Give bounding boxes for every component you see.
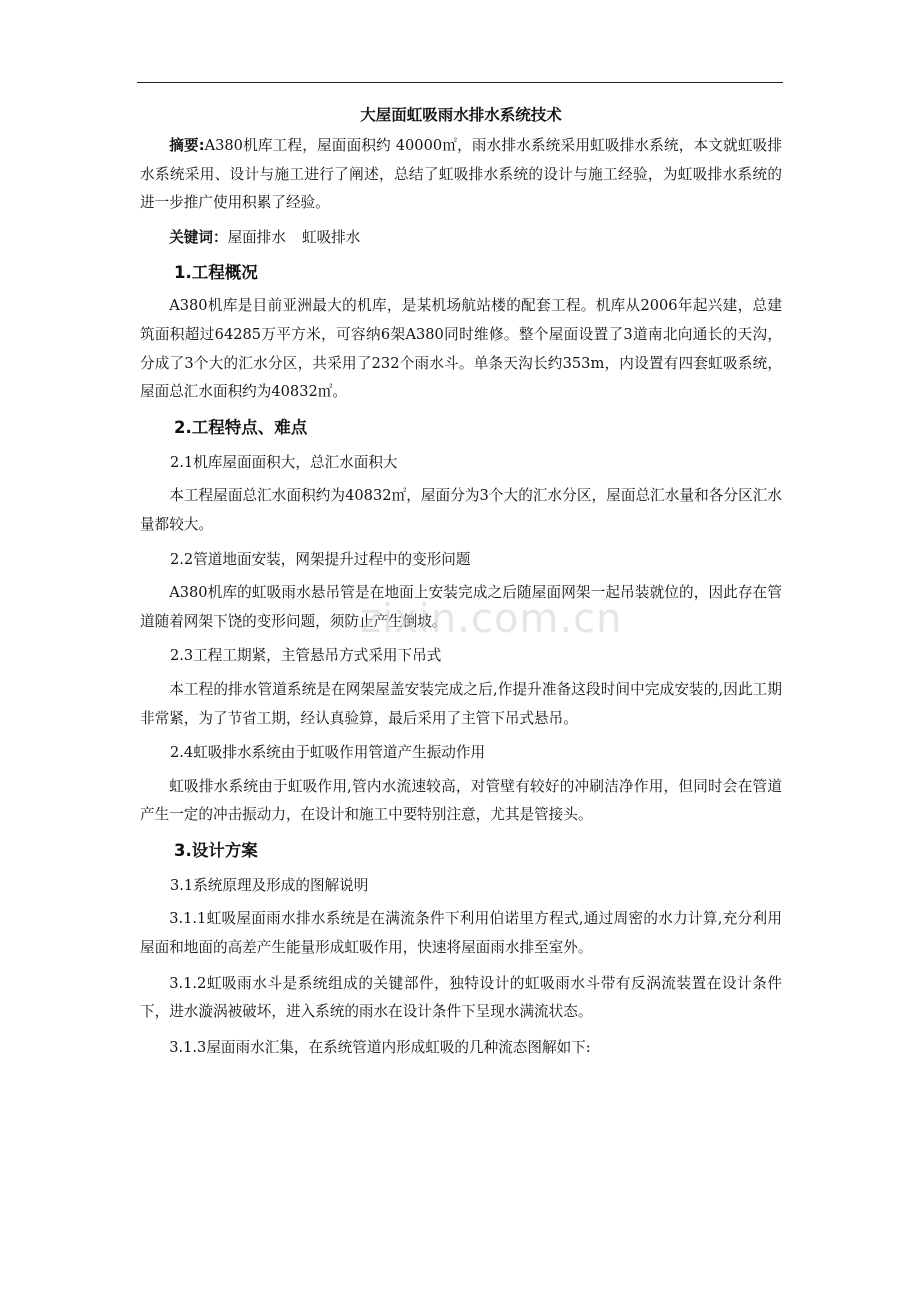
body-paragraph: 本工程的排水管道系统是在网架屋盖安装完成之后,作提升准备这段时间中完成安装的,因此工期非常紧，为了节省工期，经认真验算，最后采用了主管下吊式悬吊。 bbox=[140, 680, 782, 727]
keywords-label: 关键词： bbox=[169, 228, 228, 246]
section-heading: 3.设计方案 bbox=[174, 840, 258, 860]
subsection-heading: 2.1机库屋面面积大，总汇水面积大 bbox=[170, 453, 398, 471]
subsection-heading: 2.3工程工期紧，主管悬吊方式采用下吊式 bbox=[170, 647, 442, 665]
watermark: zixin.com.cn bbox=[360, 596, 623, 642]
keywords-line bbox=[140, 224, 782, 253]
document-title: 大屋面虹吸雨水排水系统技术 bbox=[360, 106, 562, 124]
body-paragraph: 本工程屋面总汇水面积约为40832㎡，屋面分为3个大的汇水分区，屋面总汇水量和各分区汇水量都较大。 bbox=[140, 487, 782, 533]
keyword-item: 屋面排水 bbox=[227, 228, 286, 246]
abstract-text: A380机库工程，屋面面积约 40000㎡，雨水排水系统采用虹吸排水系统，本文就虹吸排水系统采用、设计与施工进行了阐述，总结了虹吸排水系统的设计与施工经验，为虹吸排水系统的进一步推广使用积累了经验。 bbox=[140, 137, 782, 212]
document-page bbox=[140, 100, 782, 1062]
body-paragraph: A380机库的虹吸雨水悬吊管是在地面上安装完成之后随屋面网架一起吊装就位的，因此存在管道随着网架下饶的变形问题，须防止产生倒坡。 bbox=[140, 584, 782, 630]
body-paragraph: 虹吸排水系统由于虹吸作用,管内水流速较高，对管壁有较好的冲刷洁净作用，但同时会在管道产生一定的冲击振动力，在设计和施工中要特别注意，尤其是管接头。 bbox=[140, 777, 782, 824]
header-rule bbox=[137, 82, 783, 83]
abstract-paragraph bbox=[140, 132, 782, 218]
body-paragraph: 3.1.2虹吸雨水斗是系统组成的关键部件，独特设计的虹吸雨水斗带有反涡流装置在设计条件下，进水漩涡被破坏，进入系统的雨水在设计条件下呈现水满流状态。 bbox=[140, 974, 782, 1021]
subsection-heading: 3.1系统原理及形成的图解说明 bbox=[170, 876, 369, 894]
section-heading: 1.工程概况 bbox=[174, 263, 258, 283]
subsection-heading: 2.2管道地面安装，网架提升过程中的变形问题 bbox=[170, 550, 471, 568]
subsection-heading: 2.4虹吸排水系统由于虹吸作用管道产生振动作用 bbox=[170, 744, 486, 762]
body-paragraph: A380机库是目前亚洲最大的机库，是某机场航站楼的配套工程。机库从2006年起兴建，总建筑面积超过64285万平方米，可容纳6架A380同时维修。整个屋面设置了3道南北向通长的天沟，分成了3个大的汇水分区，共采用了232个雨水斗。单条天沟长约353m，内设置有四套虹吸系统，屋面总汇水面积约为40832㎡。 bbox=[140, 297, 782, 401]
body-paragraph: 3.1.1虹吸屋面雨水排水系统是在满流条件下利用伯诺里方程式,通过周密的水力计算,充分利用屋面和地面的高差产生能量形成虹吸作用，快速将屋面雨水排至室外。 bbox=[140, 910, 782, 957]
section-heading: 2.工程特点、难点 bbox=[174, 417, 308, 437]
keyword-item: 虹吸排水 bbox=[301, 228, 361, 246]
abstract-label: 摘要: bbox=[169, 137, 205, 154]
body-paragraph: 3.1.3屋面雨水汇集，在系统管道内形成虹吸的几种流态图解如下: bbox=[169, 1038, 591, 1056]
